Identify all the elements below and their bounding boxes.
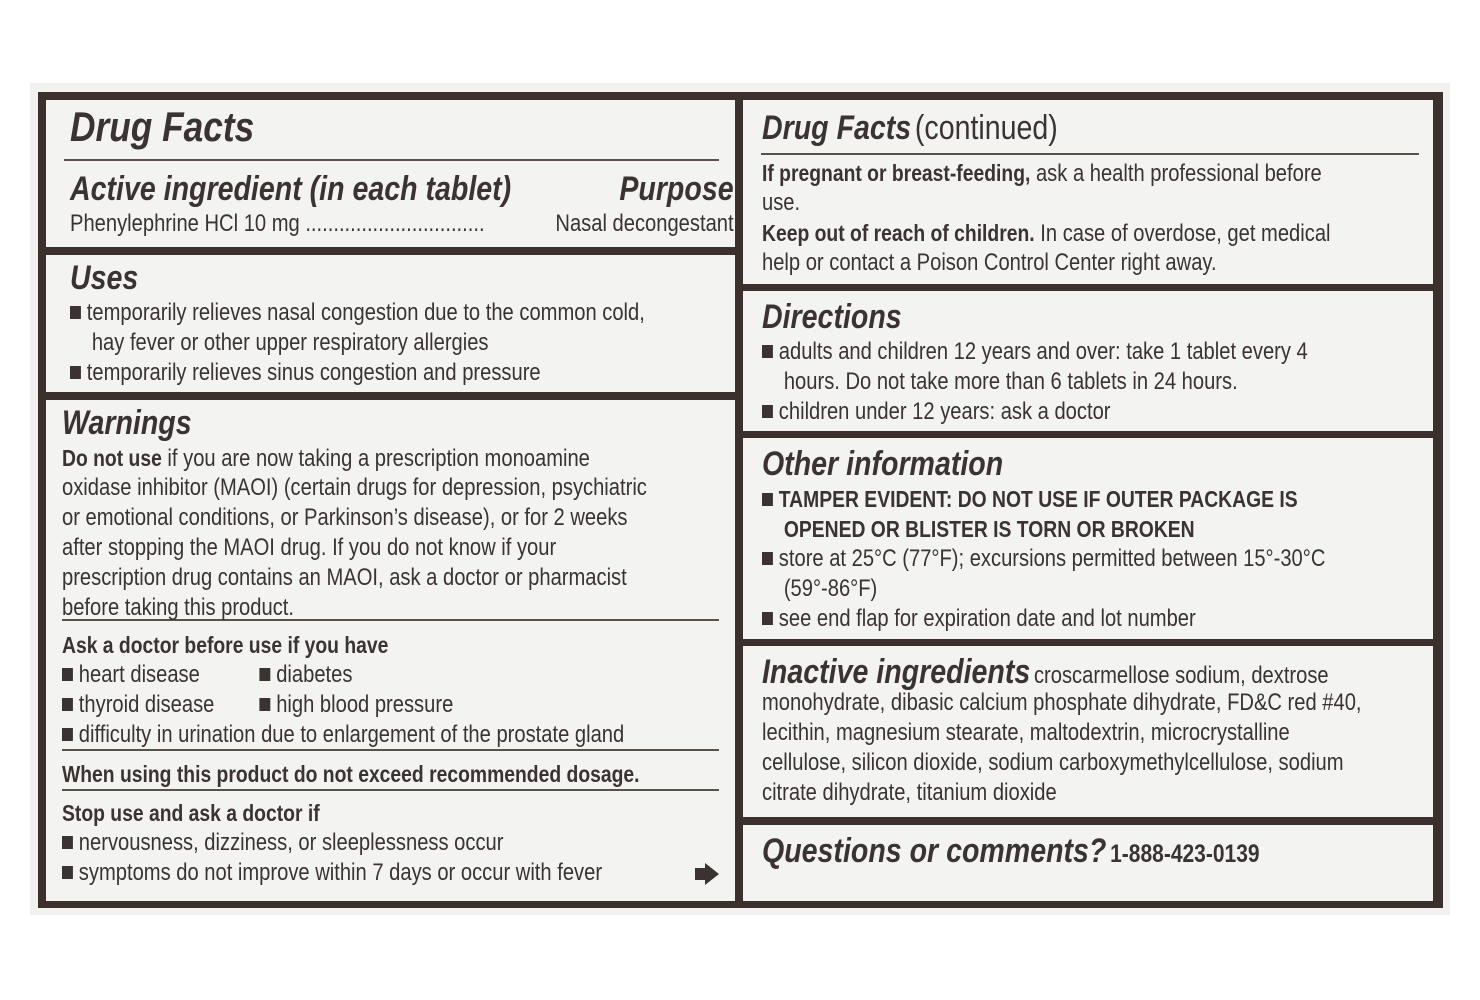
bullet-icon [62,698,73,711]
bullet-icon [762,612,773,625]
expiration-text: see end flap for expiration date and lot number [778,605,1196,632]
ingredient: Phenylephrine HCl 10 mg [70,210,300,237]
purpose-heading: Purpose [619,170,734,208]
condition-item: heart disease [78,661,200,688]
continued-title: Drug Facts [762,109,912,147]
condition-item: high blood pressure [276,691,454,718]
continued-suffix: (continued) [914,109,1058,147]
active-ingredient-heading: Active ingredient (in each tablet) [70,170,512,208]
warning-text: oxidase inhibitor (MAOI) (certain drugs for depression, psychiatric [62,474,647,501]
bullet-icon [762,345,773,358]
inactive-heading: Inactive ingredients [762,653,1031,691]
bullet-icon [259,668,270,681]
continued-section [743,100,1433,284]
leader-dots: ................................ [305,210,485,237]
directions-heading: Directions [762,298,902,336]
keep-out-text: In case of overdose, get medical [1040,220,1331,247]
inactive-text: citrate dihydrate, titanium dioxide [762,779,1057,806]
tamper-text: TAMPER EVIDENT: DO NOT USE IF OUTER PACKAGE IS [778,486,1298,512]
inactive-text: cellulose, silicon dioxide, sodium carboxymethylcellulose, sodium [762,749,1344,776]
uses-item-cont: hay fever or other upper respiratory allergies [91,329,489,356]
do-not-use-label: Do not use [62,445,162,471]
direction-item: adults and children 12 years and over: take 1 tablet every 4 [778,338,1308,365]
questions-heading: Questions or comments? [762,832,1107,870]
other-information-section [743,438,1433,639]
warning-text: after stopping the MAOI drug. If you do not know if your [62,534,557,561]
bullet-icon [762,552,773,565]
phone-number[interactable]: 1-888-423-0139 [1110,840,1260,868]
bullet-icon [62,728,73,741]
keep-out-text: help or contact a Poison Control Center right away. [762,249,1217,276]
inactive-text: croscarmellose sodium, dextrose [1033,662,1329,689]
questions-section [743,825,1433,901]
inactive-text: monohydrate, dibasic calcium phosphate dihydrate, FD&C red #40, [762,689,1362,716]
bullet-icon [762,405,773,418]
condition-item: difficulty in urination due to enlargement of the prostate gland [78,721,625,748]
stop-item: nervousness, dizziness, or sleeplessness occur [78,829,504,856]
storage-text: (59°-86°F) [783,575,878,602]
stop-item: symptoms do not improve within 7 days or occur with fever [78,859,603,886]
continue-arrow-icon [705,863,719,885]
bullet-icon [259,698,270,711]
uses-heading: Uses [70,259,139,297]
condition-item: thyroid disease [78,691,215,718]
active-ingredient-section [46,100,735,247]
uses-section [46,255,735,392]
purpose: Nasal decongestant [555,210,734,237]
warnings-section [46,400,735,901]
page-title: Drug Facts [70,103,255,150]
warning-text: or emotional conditions, or Parkinson’s disease), or for 2 weeks [62,504,628,531]
directions-section [743,291,1433,431]
bullet-icon [62,668,73,681]
warnings-heading: Warnings [62,404,192,442]
uses-item: temporarily relieves sinus congestion and pressure [70,358,645,388]
bullet-icon [70,366,81,379]
inactive-text: lecithin, magnesium stearate, maltodextrin, microcrystalline [762,719,1290,746]
bullet-icon [62,866,73,879]
when-using-text: When using this product do not exceed recommended dosage. [62,761,640,787]
pregnant-label: If pregnant or breast-feeding, [762,160,1031,186]
bullet-icon [62,836,73,849]
keep-out-label: Keep out of reach of children. [762,220,1035,246]
direction-item: children under 12 years: ask a doctor [778,398,1111,425]
other-info-heading: Other information [762,445,1004,483]
pregnant-text: ask a health professional before [1035,160,1322,187]
warning-text: if you are now taking a prescription monoamine [167,445,590,472]
warning-text: prescription drug contains an MAOI, ask a doctor or pharmacist [62,564,627,591]
direction-item-cont: hours. Do not take more than 6 tablets in 24 hours. [783,368,1238,395]
ask-doctor-heading: Ask a doctor before use if you have [62,632,389,658]
tamper-text: OPENED OR BLISTER IS TORN OR BROKEN [783,516,1195,542]
pregnant-text: use. [762,189,801,216]
bullet-icon [70,306,81,319]
warning-text: before taking this product. [62,594,294,621]
storage-text: store at 25°C (77°F); excursions permitted between 15°-30°C [778,545,1326,572]
stop-use-heading: Stop use and ask a doctor if [62,800,320,826]
inactive-ingredients-section [743,646,1433,817]
bullet-icon [762,493,773,506]
uses-item: temporarily relieves nasal congestion due to the common cold, [70,298,645,328]
condition-item: diabetes [276,661,353,688]
